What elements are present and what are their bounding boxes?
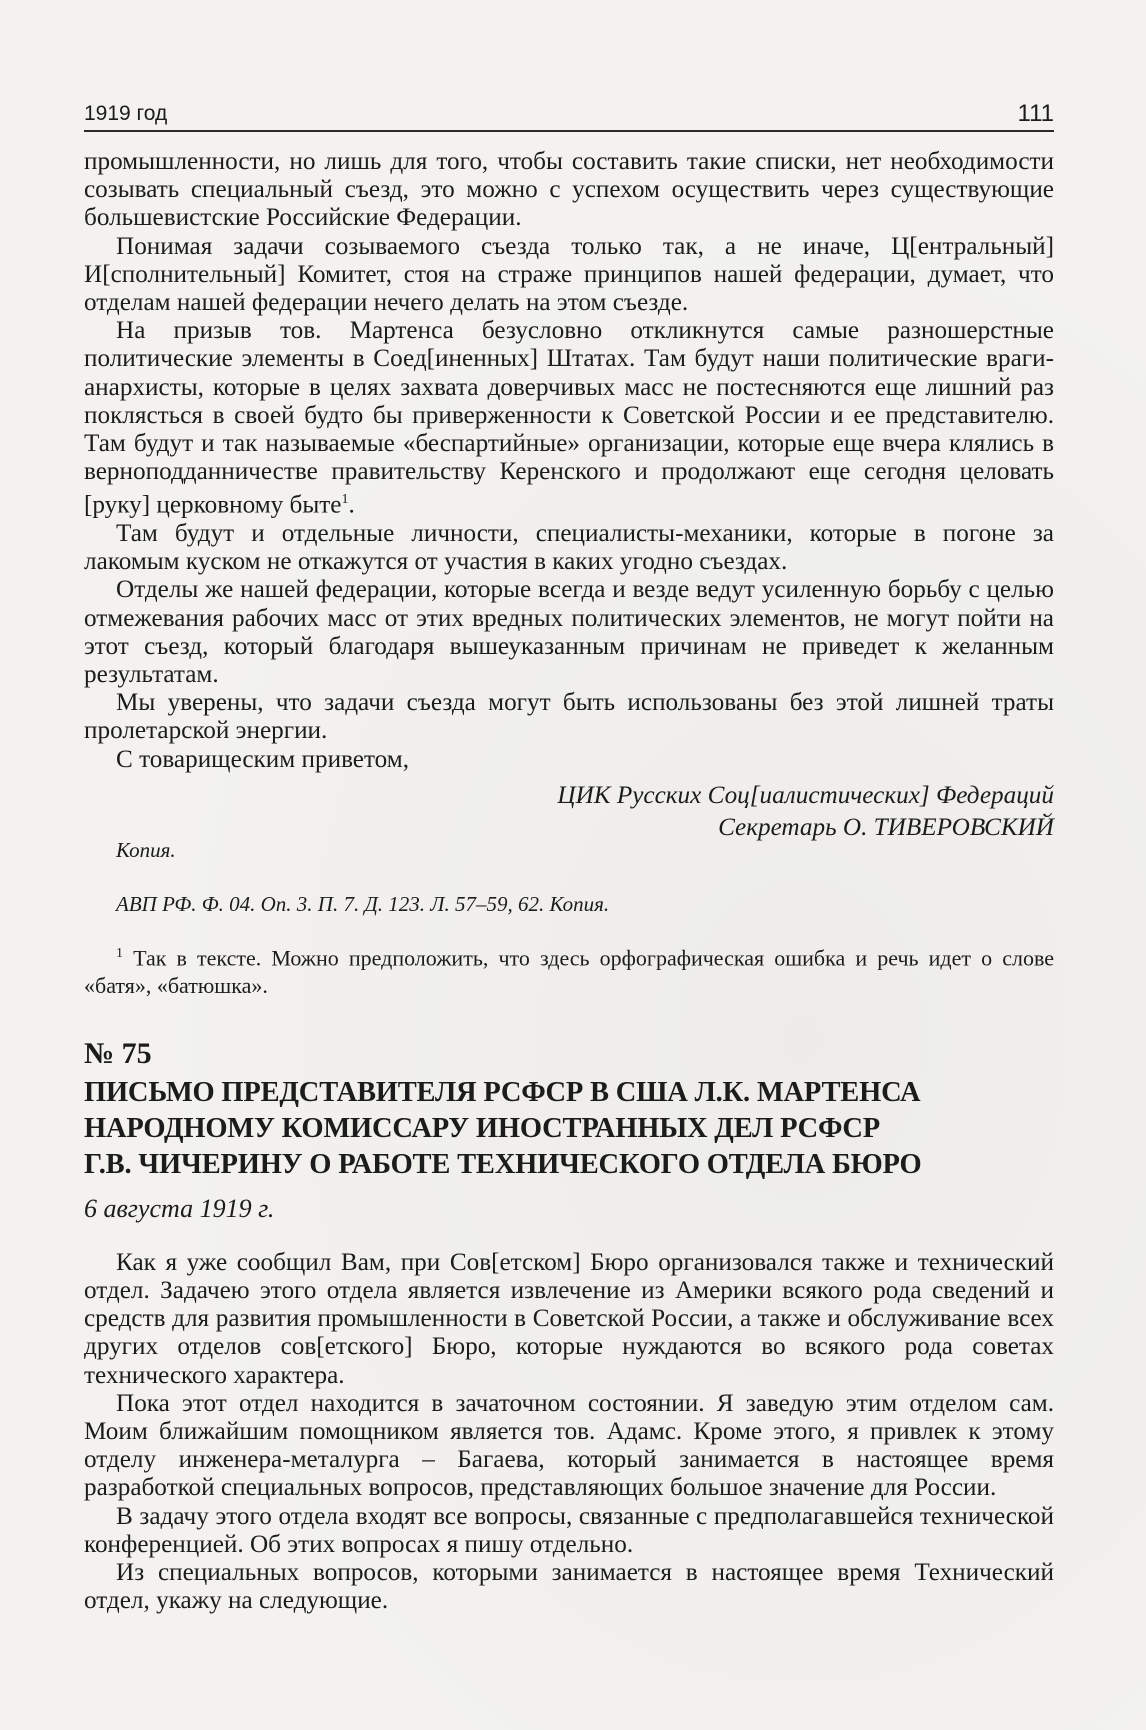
document-number: № 75	[84, 1037, 152, 1071]
document-paragraph-1: Как я уже сообщил Вам, при Сов[етском] Бюро организовался также и технический отдел. Задачею этого отдела является извлечение из Америки всякого рода сведений и средств для развития промышленности в Советской России, а также и обслуживание всех других отделов сов[етского] Бюро, которые нуждаются во всякого рода советах технического характера.	[84, 1248, 1054, 1389]
letter-paragraph-3: На призыв тов. Мартенса безусловно откликнутся самые разношерстные политические элементы в Соед[иненных] Штатах. Там будут наши политические враги-анархисты, которые в целях захвата доверчивых масс не постесняются еще лишний раз поклясться в своей будто бы приверженности к Советской России и ее представителю. Там будут и так называемые «беспартийные» организации, которые еще вчера клялись в верноподданничестве правительству Керенского и продолжают еще сегодня целовать [руку] церковному быте$^1$.	[84, 317, 1054, 519]
signature-block	[84, 782, 1054, 872]
signature-secretary: Секретарь О. ТИВЕРОВСКИЙ	[718, 813, 1054, 841]
header-year: 1919 год	[84, 102, 168, 125]
letter-paragraph-5: Отделы же нашей федерации, которые всегда и везде ведут усиленную борьбу с целью отмежевания рабочих масс от этих вредных политических элементов, не могут пойти на этот съезд, который благодаря вышеуказанным причинам не приведет к желанным результатам.	[84, 576, 1054, 689]
letter-closing: С товарищеским приветом,	[116, 745, 410, 773]
document-title	[84, 1075, 1054, 1183]
page-body	[84, 148, 1054, 1615]
document-paragraph-3: В задачу этого отдела входят все вопросы, связанные с предполагавшейся технической конференцией. Об этих вопросах я пишу отдельно.	[84, 1502, 1054, 1558]
footnote-number: 1	[116, 946, 123, 962]
letter-paragraph-6: Мы уверены, что задачи съезда могут быть использованы без этой лишней траты пролетарской энергии.	[84, 689, 1054, 745]
footnote-text: Так в тексте. Можно предположить, что здесь орфографическая ошибка и речь идет о слове «батя», «батюшка».	[84, 945, 1054, 999]
page-number: 111	[1017, 100, 1054, 127]
document-title-line-1: ПИСЬМО ПРЕДСТАВИТЕЛЯ РСФСР В США Л.К. МАРТЕНСА	[84, 1076, 921, 1108]
document-title-line-3: Г.В. ЧИЧЕРИНУ О РАБОТЕ ТЕХНИЧЕСКОГО ОТДЕЛА БЮРО	[84, 1148, 922, 1180]
signature-organization: ЦИК Русских Соц[иалистических] Федераций	[557, 781, 1054, 809]
document-paragraph-2: Пока этот отдел находится в зачаточном состоянии. Я заведую этим отделом сам. Моим ближайшим помощником является тов. Адамс. Кроме этого, я привлек к этому отделу инженера-металурга – Багаева, который занимается в настоящее время разработкой специальных вопросов, представляющих большое значение для России.	[84, 1389, 1054, 1502]
footnote	[84, 940, 1054, 1000]
document-title-line-2: НАРОДНОМУ КОМИССАРУ ИНОСТРАННЫХ ДЕЛ РСФСР	[84, 1112, 880, 1144]
document-date: 6 августа 1919 г.	[84, 1193, 275, 1223]
letter-paragraph-4: Там будут и отдельные личности, специалисты-механики, которые в погоне за лакомым куском не откажутся от участия в каких угодно съездах.	[84, 520, 1054, 576]
letter-paragraph-2: Понимая задачи созываемого съезда только так, а не иначе, Ц[ентральный] И[сполнительный] Комитет, стоя на страже принципов нашей федерации, думает, что отделам нашей федерации нечего делать на этом съезде.	[84, 232, 1054, 317]
archive-reference: АВП РФ. Ф. 04. Оп. 3. П. 7. Д. 123. Л. 57–59, 62. Копия.	[116, 891, 610, 916]
letter-paragraph-1: промышленности, но лишь для того, чтобы составить такие списки, нет необходимости созывать специальный съезд, это можно с успехом осуществить через существующие большевистские Российские Федерации.	[84, 148, 1054, 232]
copy-label: Копия.	[116, 837, 176, 862]
footnote-ref: 1	[341, 492, 349, 508]
running-header	[84, 100, 1054, 132]
document-paragraph-4: Из специальных вопросов, которыми занимается в настоящее время Технический отдел, укажу на следующие.	[84, 1559, 1054, 1615]
